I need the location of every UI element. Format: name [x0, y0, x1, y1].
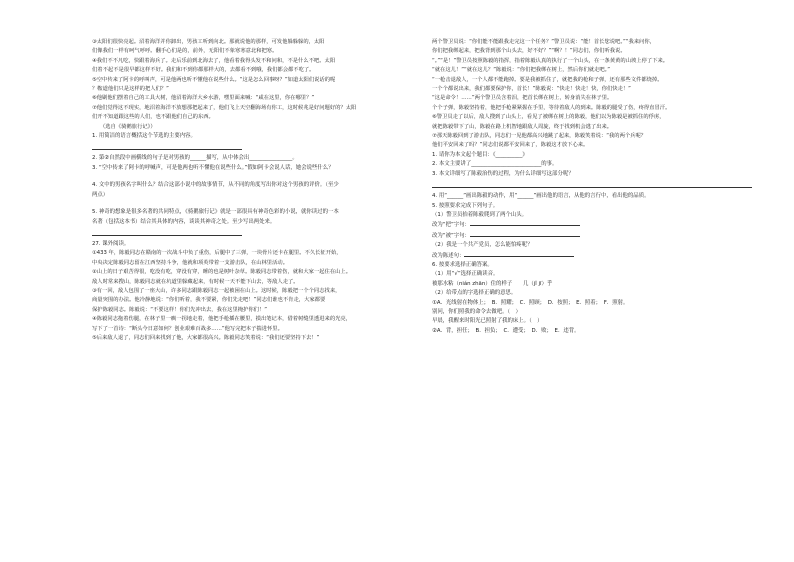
question-1: 1. 用简洁的语言概括这个节选的主要内容。 — [92, 133, 196, 140]
para-line: 们着不起不是很早都这样不好。我们和不到你都那样大的，去都看不到哦，我们都会都不吃了。 — [92, 67, 315, 74]
story-line: “一枪击退敌人，一个人都不能跑掉。要是我被抓住了，就把我的枪和子弹，还有那些文件都烧掉。 — [432, 76, 663, 83]
story-line: ⑦那天陈毅回到了游击队，同志们一见他都高兴地跳了起来，陈毅笑着说：“我的两个兵呢？ — [432, 133, 647, 140]
question-6-1: （1）用“√”选择正确读音。 — [432, 271, 499, 278]
source-note: （选自《骑鹅旅行记》） — [100, 123, 156, 130]
bei-label: 改为“被”字句： — [432, 232, 470, 239]
story-line: 保护陈毅同志。陈毅说：“不要这样！你们先冲出去，我在这里掩护你们！” — [92, 306, 267, 313]
question-5-1-ba — [432, 220, 764, 230]
story-line: ③有一回，敌人包围了一座大山，许多同志跟陈毅同志一起被困在山上。这时候，陈毅把一个个同志找来， — [92, 287, 341, 294]
story-line: 一个个都说出来，我们都要保护你，首长！”陈毅说：“快走！快走！快，你们快走！” — [432, 86, 631, 93]
question-5: 5. 按照要求完成下列句子。 — [432, 202, 499, 209]
para-line: ⑤空中传来了阿卡的呼叫声，可是他两也听不懂他在说些什么。“这是怎么回事呀？”如道太阳们说话的呢 — [92, 76, 336, 83]
answer-line[interactable] — [92, 143, 242, 150]
story-line: 就把陈毅带下了山，陈毅在路上机智地跟敌人周旋，终于找到机会逃了出来。 — [432, 123, 613, 130]
answer-line[interactable] — [470, 220, 580, 226]
story-line: 两个警卫员说：“你们能不能跟我走完这一个任务？”警卫员说：“能！首长您说吧。”“我来问你， — [432, 39, 655, 45]
question-2: 2. 本文主要讲了__________________________的事。 — [432, 161, 558, 168]
para-line: 们开不知道跟这些的人们，也不跟他们自己的东西。 — [92, 114, 214, 121]
answer-line[interactable] — [464, 251, 574, 257]
para-line: ④我们不不凡吃，快跟着海兵了。走后乐前到北海去了，他看着我得头发不和问和，不是什么不吧。太阳 — [92, 57, 336, 64]
question-5: 5. 神奇的想象是很多名著的共同特点，《骑鹅旅行记》就是一部很具有神奇色彩的小说，就你读过的一本 — [92, 209, 339, 216]
story-line: 个个子弹，陈毅坚持着，他把手枪紧紧握在手里，等待着敌人的到来。陈毅的腿受了伤，疼得直冒汗。 — [432, 104, 671, 111]
question-5-2-stmt — [432, 251, 764, 261]
para-line: ⑥他刷他们摆着自己的工具大树，他沼着海洋大乡水游，嘿里面来喊：“咸在这里，你在哪里？” — [92, 95, 315, 102]
para-line: ③太阳们很快亮起。沼着海洋并你卸出，男孩工听到向北。那就说他的那样，可发他躲躲躲的，太阳 — [92, 39, 325, 45]
question-4: 4. 用“______”画出陈毅的动作，用“______”画出他的语言，从他的言行中，看出他的品质。 — [432, 193, 650, 200]
answer-line[interactable] — [470, 231, 580, 237]
question-3: 3. “空中传来了阿卡的呼喊声，可是他两也听不懂他在说些什么。”假如阿卡会说人话，她会说些什么？ — [92, 164, 334, 171]
story-line: ②山上的日子艰苦得很，吃没有吃，穿没有穿，睡的也是树叶杂草。陈毅同志带着伤，就和大家一起住在山上。 — [92, 269, 352, 276]
story-line: 他们平安回来了吗？”同志们说都平安回来了，陈毅这才放下心来。 — [432, 142, 589, 149]
para-line: ？鞍道他们只是这样的把人们？” — [92, 86, 169, 93]
para-line: 们像我们一样有呵气呼呼。翻手心们是的，前外，无阳们不象寒寒意北和把寒。 — [92, 48, 278, 55]
story-line: 中央决定陈毅同志留在江西坚持斗争，他就和项英带着一支游击队，在山林里活动。 — [92, 259, 288, 266]
story-line: 敌人时常来搜山，陈毅同志就在坑道里躲藏起来，有时候一天不能下山去，等敌人走了。 — [92, 278, 299, 285]
para-line: ⑦他们觉得这不现实，地沼着海洋不放想那把起来了，他们飞上天空翻海场有你工，这时候兆是好问题好的？太阳 — [92, 104, 357, 111]
question-5-cont: 名著（包括这本书）结合其具体的内容，谈谈其神奇之处。至少写出两处来。 — [92, 218, 276, 225]
question-6-2-a: 别问，你们照我的命令去做吧。（ ） — [432, 308, 521, 315]
question-5-2: （2）我是一个共产党员，怎么能怕疼呢？ — [432, 242, 533, 249]
question-6-2-line: ①A．光线射在物体上； B．照耀； C．照顾； D．按照； E．照着； F．照射。 — [432, 299, 629, 306]
question-6-2: （2）给带点的字选择正确的意思。 — [432, 290, 517, 297]
question-2: 2. 第②自然段中画横线的句子是对男孩的______描写，从中体会出________________。 — [92, 155, 298, 162]
right-column — [432, 38, 764, 336]
question-6: 6. 按要求选择正确答案。 — [432, 261, 493, 268]
question-3: 3. 本文详细写了陈毅治伤的过程，为什么详细写这部分呢？ — [432, 170, 574, 177]
story-line: “。”“是！”警卫员按照陈毅的指挥，指着陈毅认真的执行了一个山头，在一条黄黄的山坡上停了下来。 — [432, 57, 669, 64]
story-line: ④陈毅同志拖着伤腿，在林子里一瘸一拐地走着，他把手枪插在腰里，摸出笔记本，借着树缝里透进来的光亮， — [92, 316, 352, 323]
answer-line[interactable] — [432, 181, 752, 188]
story-line: “这是命令！……”两个警卫员含着泪，把首长绑在树上，转身消失在林子里。 — [432, 95, 613, 102]
question-4: 4. 文中的男孩名字叫什么？结合这部小说中的故事情节，从不同的角度写出你对这个男孩的评价。（至少 — [92, 182, 339, 189]
statement-label: 改为陈述句： — [432, 252, 465, 259]
question-6-2-c: ②A．背，担任； B．担负； C．遭受； D．败； E．违背。 — [432, 327, 580, 334]
left-column — [92, 38, 430, 343]
answer-line[interactable] — [92, 229, 242, 236]
question-6-1-line: 被那水粘（nián zhān）住的样子 几（jǐ jī）乎 — [432, 280, 553, 287]
story-line: ①433 年，陈毅同志在赣南的一次战斗中负了重伤，后腿中了三弹，一块骨片还卡在腿里。不久长征开始， — [92, 250, 342, 257]
question-4-cont: 两点） — [92, 191, 109, 198]
story-line: “就在这儿！”“就在这儿？”陈毅说：“你们把我绑在树上，然后你们就走吧。” — [432, 67, 611, 74]
ba-label: 改为“把”字句： — [432, 222, 470, 229]
question-5-1-bei — [432, 231, 764, 241]
story-line: 你们把我绑起来，把我背到那个山头去，好不好？”“啊？！”同志们，你们听我说。 — [432, 48, 626, 55]
story-line: ⑤后来敌人退了，同志们回来找到了他，大家都很高兴。陈毅同志笑着说：“我们还要坚持下去！” — [92, 334, 320, 341]
question-5-1: （1）警卫员抬着陈毅爬到了两个山头。 — [432, 211, 528, 218]
question-6-2-b: 早晨，我醒来时阳光已照射了我的床上。（ ） — [432, 318, 543, 325]
story-line: 商量突围的办法。他冷静地说：“你们听着，我不要紧，你们先走吧！”同志们谁也不肯走，大家都要 — [92, 297, 326, 304]
question-1: 1. 请你为本文起个题目：《__________》 — [432, 151, 528, 158]
section-27: 27. 课外阅读。 — [92, 240, 130, 247]
story-line: 写下了一首诗：“断头今日意如何？创业艰难百战多……”他写完把本子揣进怀里。 — [92, 325, 283, 332]
story-line: ⑥警卫员走了以后，敌人搜到了山头上，看见了被绑在树上的陈毅，他们以为陈毅是被抓住的俘虏， — [432, 114, 665, 121]
